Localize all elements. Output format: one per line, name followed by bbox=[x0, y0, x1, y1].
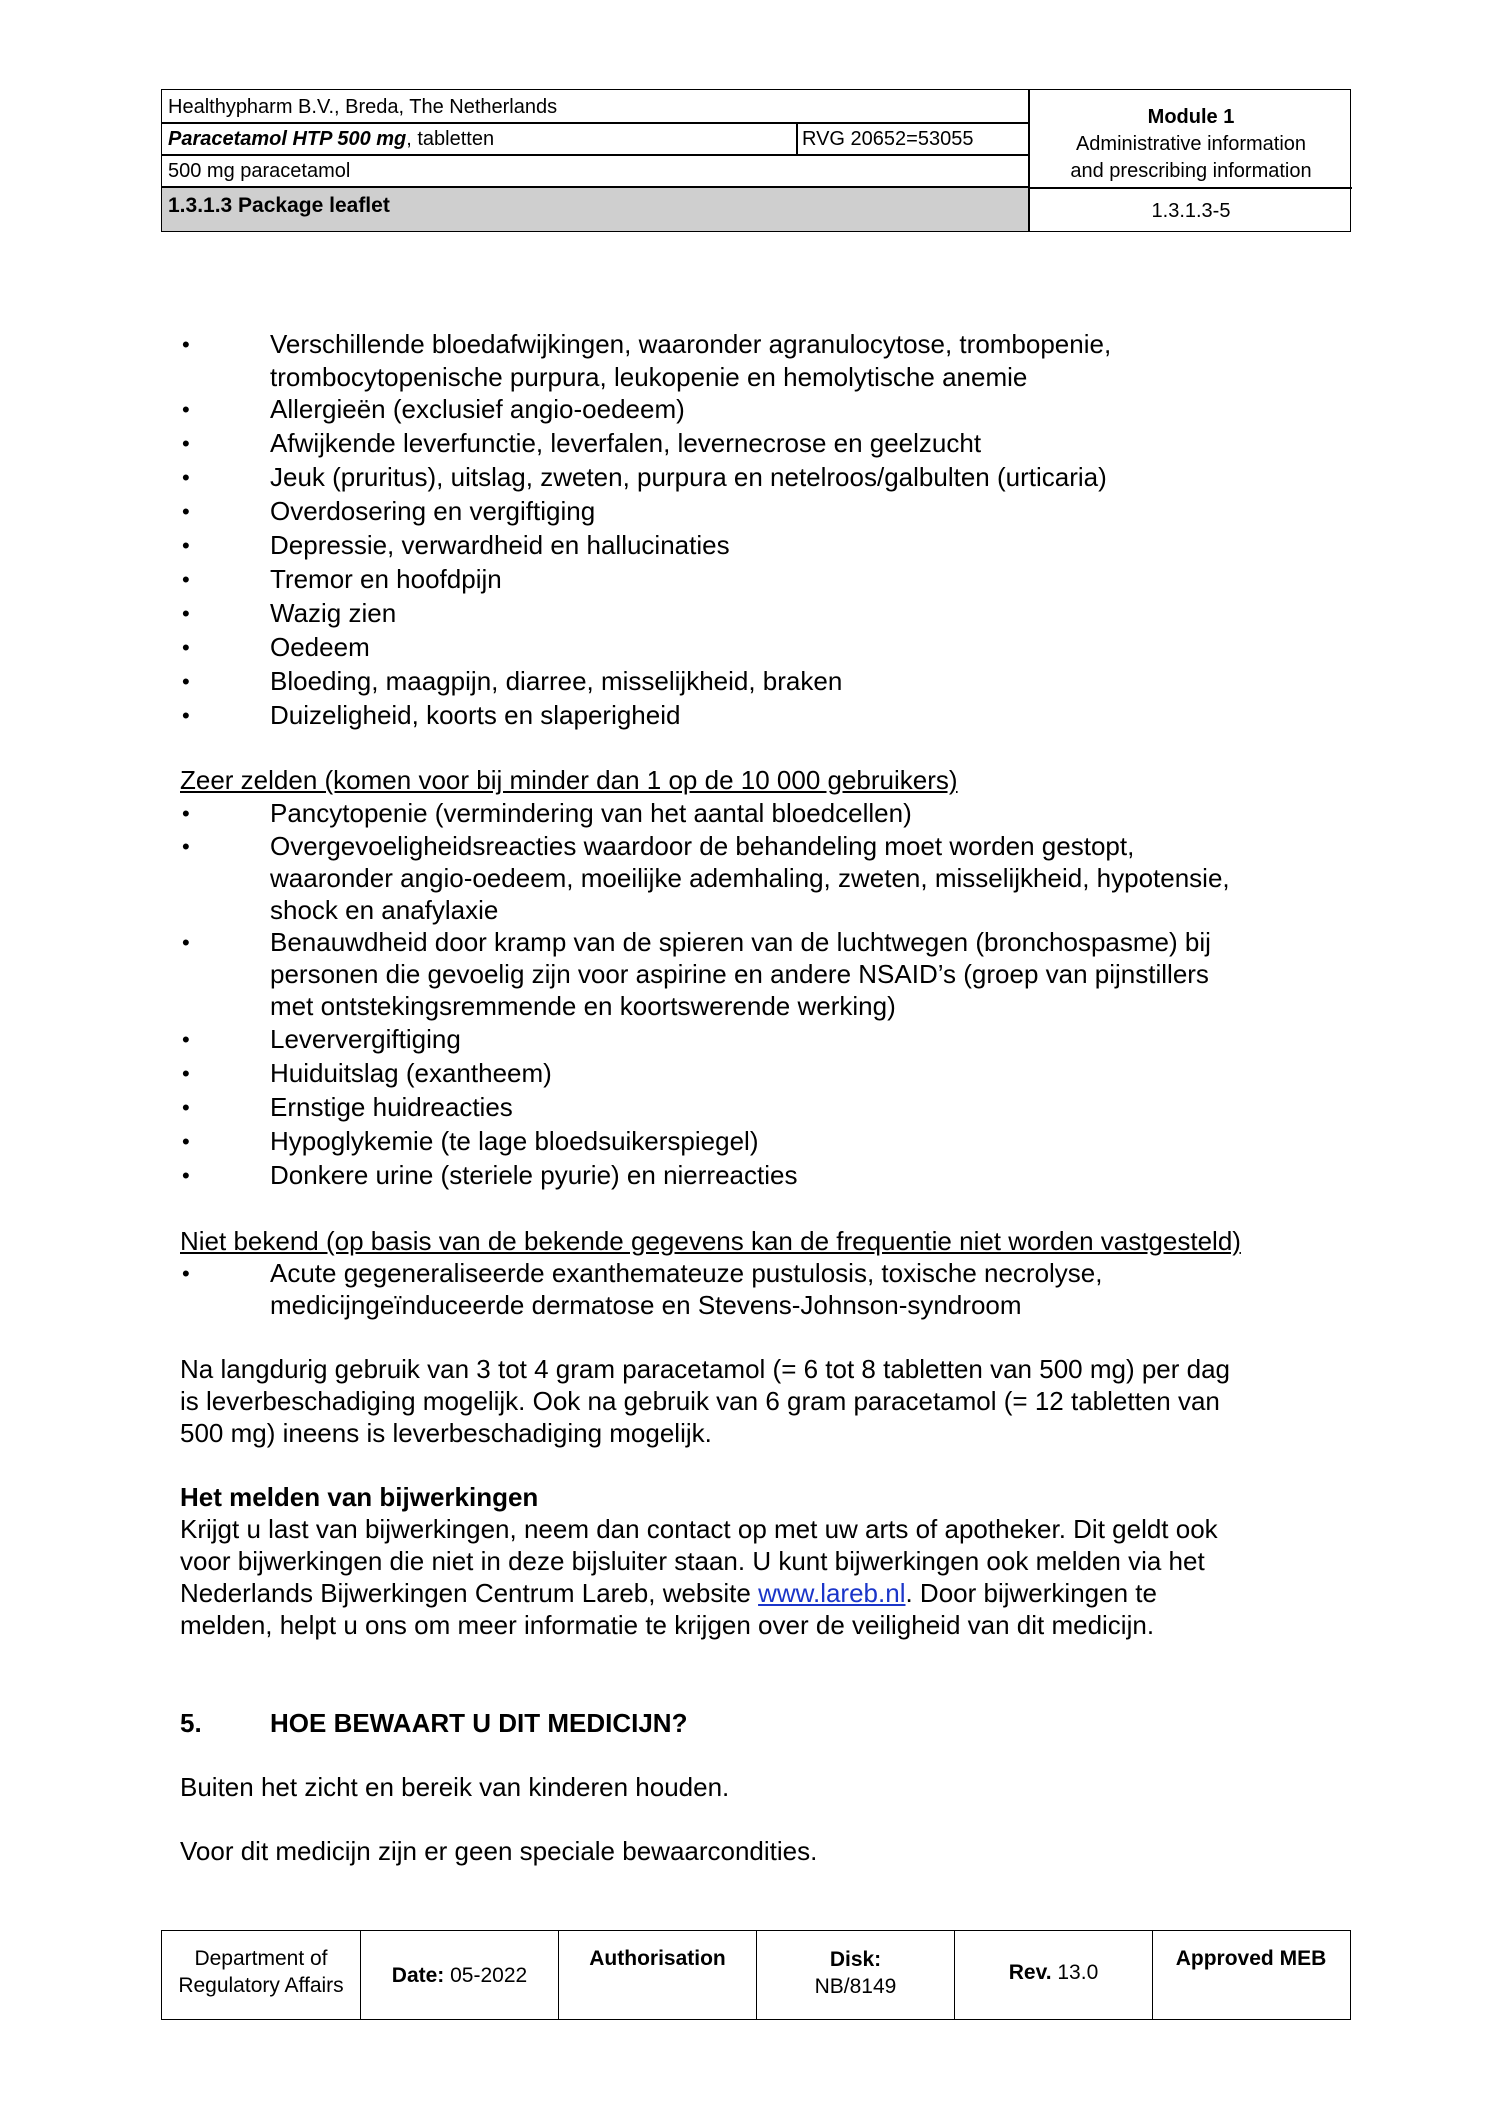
module-line2: and prescribing information bbox=[1070, 160, 1312, 182]
list-item: Acute gegeneraliseerde exanthemateuze pustulosis, toxische necrolyse, bbox=[270, 1258, 1103, 1288]
footer-disk bbox=[757, 1931, 955, 2019]
list-item: Overgevoeligheidsreacties waardoor de behandeling moet worden gestopt, bbox=[270, 831, 1135, 861]
paragraph-line: Na langdurig gebruik van 3 tot 4 gram paracetamol (= 6 tot 8 tabletten van 500 mg) per dag bbox=[180, 1354, 1231, 1384]
list-item: Donkere urine (steriele pyurie) en nierreacties bbox=[270, 1160, 798, 1190]
text-fragment: Nederlands Bijwerkingen Centrum Lareb, website bbox=[180, 1578, 759, 1608]
date-value: 05-2022 bbox=[444, 1964, 528, 1987]
paragraph-line: Krijgt u last van bijwerkingen, neem dan contact op met uw arts of apotheker. Dit geldt ook bbox=[180, 1514, 1218, 1544]
bullet: • bbox=[182, 465, 190, 490]
list-item: Verschillende bloedafwijkingen, waaronder agranulocytose, trombopenie, bbox=[270, 329, 1112, 359]
list-item: Hypoglykemie (te lage bloedsuikerspiegel) bbox=[270, 1126, 759, 1156]
disk-label: Disk: bbox=[829, 1948, 882, 1971]
paragraph-line: is leverbeschadiging mogelijk. Ook na gebruik van 6 gram paracetamol (= 12 tabletten van bbox=[180, 1386, 1220, 1416]
bullet: • bbox=[182, 703, 190, 728]
company-name: Healthypharm B.V., Breda, The Netherlands bbox=[168, 96, 558, 118]
paragraph-line: voor bijwerkingen die niet in deze bijsluiter staan. U kunt bijwerkingen ook melden via het bbox=[180, 1546, 1205, 1576]
bullet: • bbox=[182, 397, 190, 422]
section-number: 5. bbox=[180, 1708, 202, 1738]
department-line2: Regulatory Affairs bbox=[178, 1974, 344, 1997]
bullet: • bbox=[182, 1163, 190, 1188]
revision-text bbox=[955, 1959, 1152, 1986]
list-item: Wazig zien bbox=[270, 598, 397, 628]
paragraph-line: Buiten het zicht en bereik van kinderen houden. bbox=[180, 1772, 730, 1802]
bullet: • bbox=[182, 635, 190, 660]
list-item: Bloeding, maagpijn, diarree, misselijkheid, braken bbox=[270, 666, 843, 696]
bullet: • bbox=[182, 431, 190, 456]
paragraph-line bbox=[180, 1576, 1157, 1610]
reporting-heading: Het melden van bijwerkingen bbox=[180, 1482, 539, 1512]
list-item-continued: personen die gevoelig zijn voor aspirine en andere NSAID’s (groep van pijnstillers bbox=[270, 959, 1209, 989]
date-text bbox=[361, 1962, 558, 1989]
date-label: Date: bbox=[391, 1964, 445, 1987]
section-heading: HOE BEWAART U DIT MEDICIJN? bbox=[270, 1708, 688, 1738]
list-item: Oedeem bbox=[270, 632, 370, 662]
footer-authorisation bbox=[559, 1931, 757, 2019]
rvg-number: RVG 20652=53055 bbox=[802, 128, 974, 150]
list-item: Jeuk (pruritus), uitslag, zweten, purpura en netelroos/galbulten (urticaria) bbox=[270, 462, 1107, 492]
lareb-link[interactable]: www.lareb.nl bbox=[758, 1578, 906, 1608]
rev-label: Rev. bbox=[1008, 1961, 1052, 1984]
paragraph-line: melden, helpt u ons om meer informatie te krijgen over de veiligheid van dit medicijn. bbox=[180, 1610, 1155, 1640]
module-title: Module 1 bbox=[1147, 106, 1235, 128]
paragraph-line: 500 mg) ineens is leverbeschadiging mogelijk. bbox=[180, 1418, 712, 1448]
list-item: Huiduitslag (exantheem) bbox=[270, 1058, 552, 1088]
module-line1: Administrative information bbox=[1075, 133, 1307, 155]
disk-value: NB/8149 bbox=[814, 1975, 897, 1998]
bullet: • bbox=[182, 601, 190, 626]
bullet: • bbox=[182, 1095, 190, 1120]
bullet: • bbox=[182, 669, 190, 694]
bullet: • bbox=[182, 1261, 190, 1286]
bullet: • bbox=[182, 499, 190, 524]
list-item: Ernstige huidreacties bbox=[270, 1092, 513, 1122]
list-item: Tremor en hoofdpijn bbox=[270, 564, 502, 594]
department-line1: Department of bbox=[194, 1947, 328, 1970]
bullet: • bbox=[182, 1061, 190, 1086]
list-item-continued: trombocytopenische purpura, leukopenie en hemolytische anemie bbox=[270, 362, 1028, 392]
bullet: • bbox=[182, 567, 190, 592]
product-form: , tabletten bbox=[406, 128, 495, 150]
bullet: • bbox=[182, 332, 190, 357]
list-item-continued: waaronder angio-oedeem, moeilijke ademhaling, zweten, misselijkheid, hypotensie, bbox=[270, 863, 1230, 893]
paragraph-line: Voor dit medicijn zijn er geen speciale bewaarcondities. bbox=[180, 1836, 818, 1866]
text-fragment: . Door bijwerkingen te bbox=[905, 1578, 1157, 1608]
approved-label: Approved MEB bbox=[1175, 1947, 1327, 1970]
module-block bbox=[1030, 90, 1352, 185]
bullet: • bbox=[182, 533, 190, 558]
product-line bbox=[162, 124, 494, 154]
subheading-not-known: Niet bekend (op basis van de bekende gegevens kan de frequentie niet worden vastgesteld) bbox=[180, 1226, 1241, 1256]
footer-approval bbox=[1153, 1931, 1349, 2019]
footer-date bbox=[361, 1931, 559, 2019]
bullet: • bbox=[182, 930, 190, 955]
list-item-continued: met ontstekingsremmende en koortswerende werking) bbox=[270, 991, 896, 1021]
page-reference: 1.3.1.3-5 bbox=[1151, 200, 1231, 222]
bullet: • bbox=[182, 801, 190, 826]
rev-value: 13.0 bbox=[1051, 1961, 1099, 1984]
list-item: Duizeligheid, koorts en slaperigheid bbox=[270, 700, 681, 730]
footer-table bbox=[161, 1930, 1351, 2020]
bullet: • bbox=[182, 834, 190, 859]
list-item: Allergieën (exclusief angio-oedeem) bbox=[270, 394, 685, 424]
footer-department bbox=[162, 1931, 361, 2019]
list-item-continued: medicijngeïnduceerde dermatose en Stevens-Johnson-syndroom bbox=[270, 1290, 1022, 1320]
footer-revision bbox=[955, 1931, 1153, 2019]
list-item-continued: shock en anafylaxie bbox=[270, 895, 499, 925]
list-item: Pancytopenie (vermindering van het aantal bloedcellen) bbox=[270, 798, 912, 828]
list-item: Leververgiftiging bbox=[270, 1024, 461, 1054]
list-item: Depressie, verwardheid en hallucinaties bbox=[270, 530, 730, 560]
list-item: Afwijkende leverfunctie, leverfalen, levernecrose en geelzucht bbox=[270, 428, 982, 458]
list-item: Overdosering en vergiftiging bbox=[270, 496, 596, 526]
bullet: • bbox=[182, 1129, 190, 1154]
strength: 500 mg paracetamol bbox=[168, 160, 351, 182]
product-name: Paracetamol HTP 500 mg bbox=[168, 128, 407, 150]
subheading-very-rare: Zeer zelden (komen voor bij minder dan 1 op de 10 000 gebruikers) bbox=[180, 765, 958, 795]
bullet: • bbox=[182, 1027, 190, 1052]
section-title: 1.3.1.3 Package leaflet bbox=[168, 194, 390, 217]
header-table bbox=[161, 89, 1351, 232]
authorisation-label: Authorisation bbox=[589, 1947, 726, 1970]
list-item: Benauwdheid door kramp van de spieren van de luchtwegen (bronchospasme) bij bbox=[270, 927, 1211, 957]
